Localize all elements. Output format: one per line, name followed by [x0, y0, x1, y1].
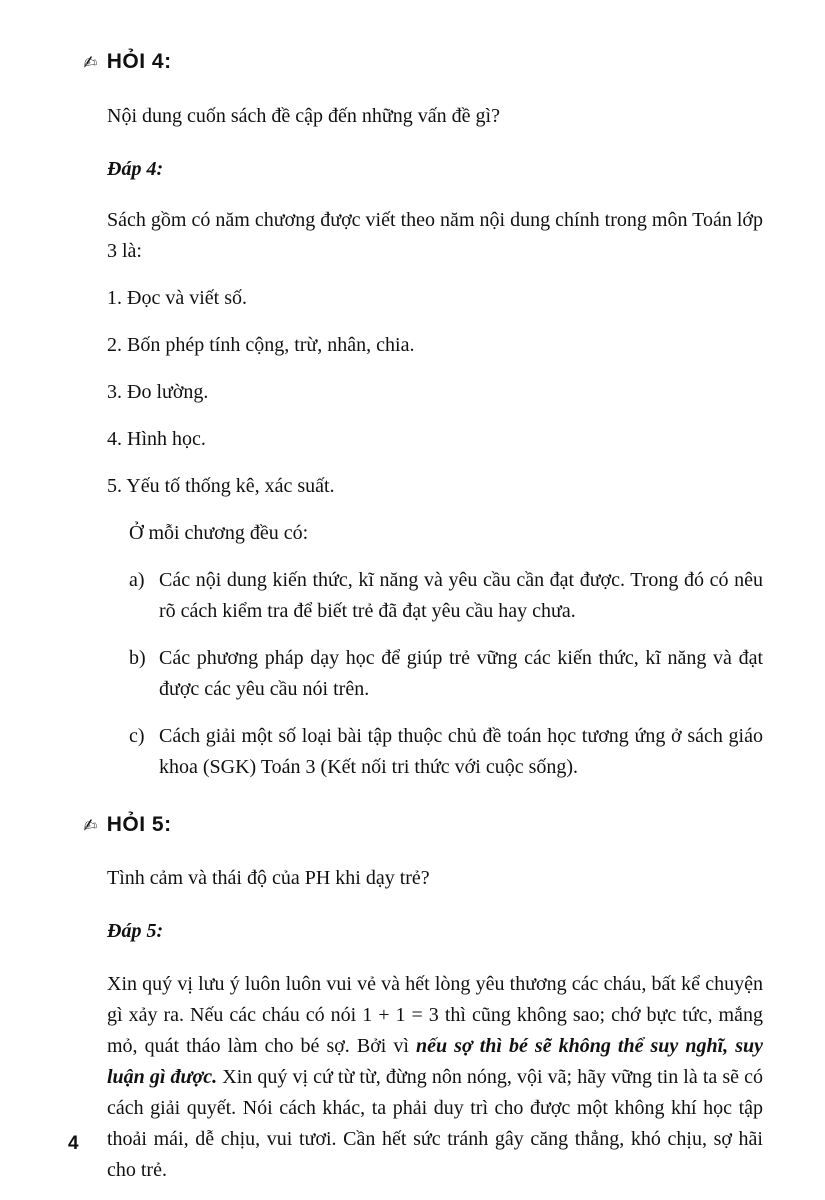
list-item: 3. Đo lường. — [107, 380, 209, 403]
list-item: 2. Bốn phép tính cộng, trừ, nhân, chia. — [107, 333, 415, 356]
list-item-letter: b) — [129, 646, 146, 669]
list-item-text: Các nội dung kiến thức, kĩ năng và yêu cầu cần đạt được. Trong đó có nêu rõ cách kiểm tra để biết trẻ đã đạt yêu cầu hay chưa. — [159, 568, 763, 622]
writing-hand-icon: ✍ — [81, 814, 100, 837]
q5-answer-seg1: Xin quý vị lưu ý luôn luôn vui vẻ và hết lòng yêu thương các cháu, bất kể chuyện gì xảy ra. Nếu các cháu có nói 1 + 1 = 3 thì cũng không sao; chớ bực tức, mắng mỏ, quát tháo làm cho bé sợ. Bởi vì — [107, 973, 763, 1058]
q5-question: Tình cảm và thái độ của PH khi dạy trẻ? — [107, 867, 430, 890]
q4-heading-label: HỎI 4: — [106, 50, 172, 73]
list-item: 5. Yếu tố thống kê, xác suất. — [107, 474, 335, 497]
list-item-text: Các phương pháp dạy học để giúp trẻ vững các kiến thức, kĩ năng và đạt được các yêu cầu nói trên. — [159, 646, 763, 700]
page-number: 4 — [68, 1132, 79, 1154]
list-item: 1. Đọc và viết số. — [107, 286, 247, 309]
list-item: 4. Hình học. — [107, 427, 206, 450]
q5-answer-label: Đáp 5: — [107, 920, 164, 943]
q4-heading — [83, 46, 763, 79]
q4-question: Nội dung cuốn sách đề cập đến những vấn đề gì? — [107, 104, 500, 127]
writing-hand-icon: ✍ — [81, 52, 100, 74]
list-item — [107, 721, 763, 783]
list-item-letter: a) — [129, 568, 145, 591]
list-item-letter: c) — [129, 724, 145, 747]
list-item — [107, 643, 763, 705]
section-q4 — [81, 46, 763, 783]
q5-heading — [83, 809, 763, 842]
q5-answer-paragraph — [107, 969, 763, 1186]
list-item — [107, 565, 763, 627]
section-q5 — [81, 809, 764, 1187]
q4-sub-intro: Ở mỗi chương đều có: — [129, 521, 309, 544]
list-item-text: Cách giải một số loại bài tập thuộc chủ đề toán học tương ứng ở sách giáo khoa (SGK) Toán 3 (Kết nối tri thức với cuộc sống). — [159, 724, 763, 778]
q4-answer-label: Đáp 4: — [107, 157, 164, 180]
q5-answer-emphasis: nếu sợ thì bé sẽ không thể suy nghĩ, suy luận gì được. — [107, 1035, 763, 1089]
q4-answer-intro: Sách gồm có năm chương được viết theo năm nội dung chính trong môn Toán lớp 3 là: — [107, 208, 763, 262]
q5-answer-seg3: Xin quý vị cứ từ từ, đừng nôn nóng, vội vã; hãy vững tin là ta sẽ có cách giải quyết. Nói cách khác, ta phải duy trì cho được một không khí học tập thoải mái, dễ chịu, vui tươi. Cần hết sức tránh gây căng thẳng, khó chịu, sợ hãi cho trẻ. — [107, 1066, 764, 1182]
q5-heading-label: HỎI 5: — [106, 812, 172, 836]
